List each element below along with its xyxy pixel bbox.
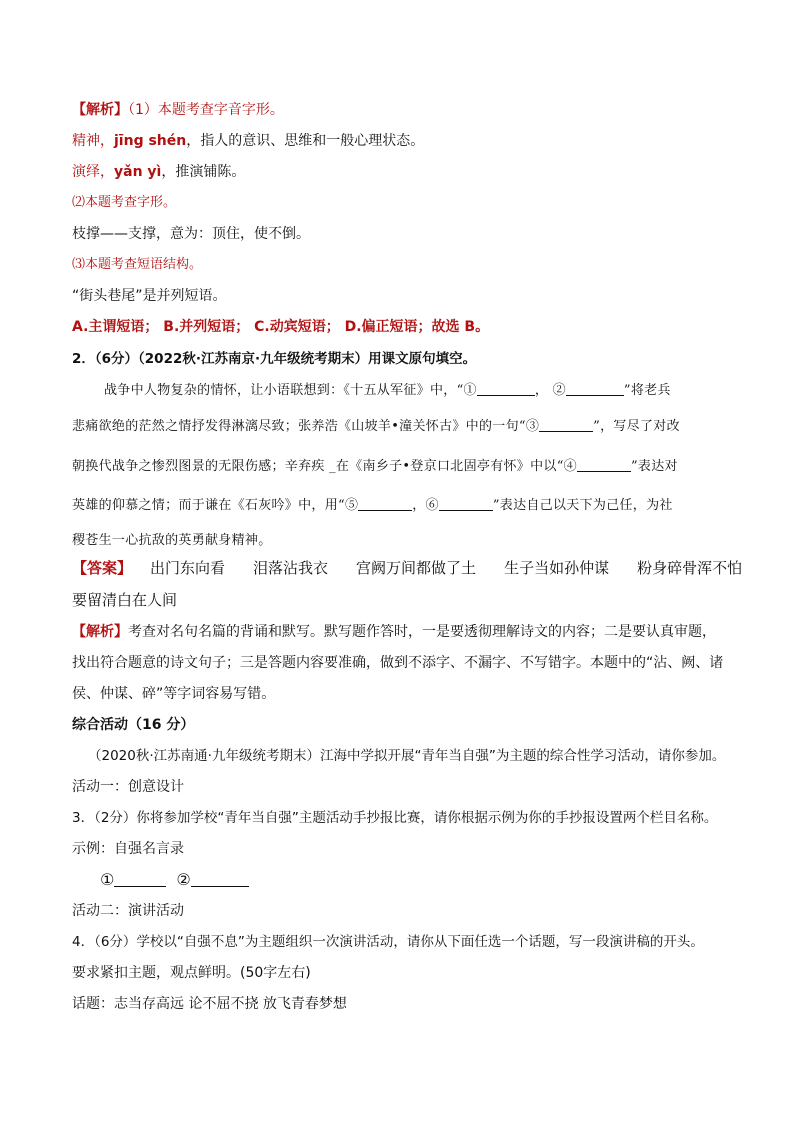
analysis-tag: 【解析】 [72,624,128,640]
pinyin: jīng shén [114,133,187,149]
q2-passage-line-1 [104,381,671,401]
word: 精神， [72,133,114,149]
blank-label: ① [100,870,115,889]
passage-text: ”将老兵 [623,383,671,398]
analysis-text: （1）本题考查字音字形。 [128,102,284,118]
q2-answer-line-1 [72,558,770,578]
q4-topics: 话题：志当存高远 论不屈不挠 放飞青春梦想 [72,996,347,1012]
q1-analysis-line-5: 枝撑——支撑，意为：顶住，使不倒。 [72,226,310,242]
blank-4 [577,457,631,472]
q2-passage-line-3 [72,457,678,477]
q1-analysis-line-2 [72,131,424,151]
passage-text: ， ② [534,383,566,398]
passage-text: 悲痛欲绝的茫然之情抒发得淋漓尽致；张养浩《山坡羊•潼关怀古》中的一句“③ [72,419,540,434]
activity-2-title: 活动二：演讲活动 [72,903,184,919]
passage-text: ”，写尽了对改 [593,419,680,434]
blank-label: ② [176,870,191,889]
q2-heading: 2．（6分）（2022秋·江苏南京·九年级统考期末）用课文原句填空。 [72,351,477,367]
word: 演绎， [72,164,114,180]
q2-passage-line-4 [72,496,673,516]
q1-analysis-line-8: A.主谓短语； B.并列短语； C.动宾短语； D.偏正短语；故选 B。 [72,319,490,335]
q1-analysis-line-7: “街头巷尾”是并列短语。 [72,288,227,304]
answer-item: 粉身碎骨浑不怕 [637,559,743,577]
definition: ，指人的意识、思维和一般心理状态。 [186,133,425,149]
answer-item: 泪落沾我衣 [253,559,329,577]
q4-text-line-2: 要求紧扣主题，观点鲜明。(50字左右) [72,965,311,981]
column-name-blank-1[interactable] [114,872,166,887]
analysis-text: 考查对名句名篇的背诵和默写。默写题作答时，一是要透彻理解诗文的内容；二是要认真审题， [128,624,716,640]
passage-text: 朝换代战争之惨烈图景的无限伤感；辛弃疾 _在《南乡子•登京口北固亭有怀》中以“④ [72,459,577,474]
q2-analysis-line-3: 侯、仲谋、碎”等字词容易写错。 [72,686,276,702]
q1-analysis-line-4: ⑵本题考查字形。 [72,195,177,210]
q3-example: 示例：自强名言录 [72,841,184,857]
q3-blanks [100,870,249,890]
q4-text-line-1: 4．（6分）学校以“自强不息”为主题组织一次演讲活动，请你从下面任选一个话题，写一段演讲稿的开头。 [72,934,704,950]
answer-item: 生子当如孙仲谋 [504,559,610,577]
section-intro: （2020秋·江苏南通·九年级统考期末）江海中学拟开展“青年当自强”为主题的综合性学习活动，请你参加。 [88,748,726,764]
q2-answer-line-2: 要留清白在人间 [72,591,178,609]
blank-2 [566,381,624,396]
section-title: 综合活动（16 分） [72,717,195,733]
definition: ，推演铺陈。 [161,164,246,180]
q2-analysis-line-1 [72,622,716,642]
answer-item: 出门东向看 [150,559,226,577]
analysis-tag: 【解析】 [72,102,128,118]
blank-5 [358,496,412,511]
pinyin: yǎn yì [114,164,162,180]
answer-item: 宫阙万间都做了土 [356,559,477,577]
q2-passage-line-2 [72,417,680,437]
q1-analysis-line-3 [72,162,245,182]
blank-1 [477,381,535,396]
answer-tag: 【答案】 [72,559,133,577]
passage-text: 战争中人物复杂的情怀，让小语联想到：《十五从军征》中，“① [104,383,477,398]
q3-text: 3．（2分）你将参加学校“青年当自强”主题活动手抄报比赛，请你根据示例为你的手抄报设置两个栏目名称。 [72,810,718,826]
q1-analysis-line-6: ⑶本题考查短语结构。 [72,257,203,272]
passage-text: ”表达自己以天下为己任，为社 [492,498,673,513]
q2-analysis-line-2: 找出符合题意的诗文句子；三是答题内容要准确，做到不添字、不漏字、不写错字。本题中的“沾、阙、诸 [72,655,724,671]
q2-passage-line-5: 稷苍生一心抗敌的英勇献身精神。 [72,533,272,548]
passage-text: ，⑥ [412,498,439,513]
passage-text: ”表达对 [630,459,678,474]
blank-6 [439,496,493,511]
column-name-blank-2[interactable] [191,872,249,887]
activity-1-title: 活动一：创意设计 [72,779,184,795]
q1-analysis-line-1 [72,100,284,120]
passage-text: 英雄的仰慕之情；而于谦在《石灰吟》中，用“⑤ [72,498,359,513]
blank-3 [539,417,593,432]
